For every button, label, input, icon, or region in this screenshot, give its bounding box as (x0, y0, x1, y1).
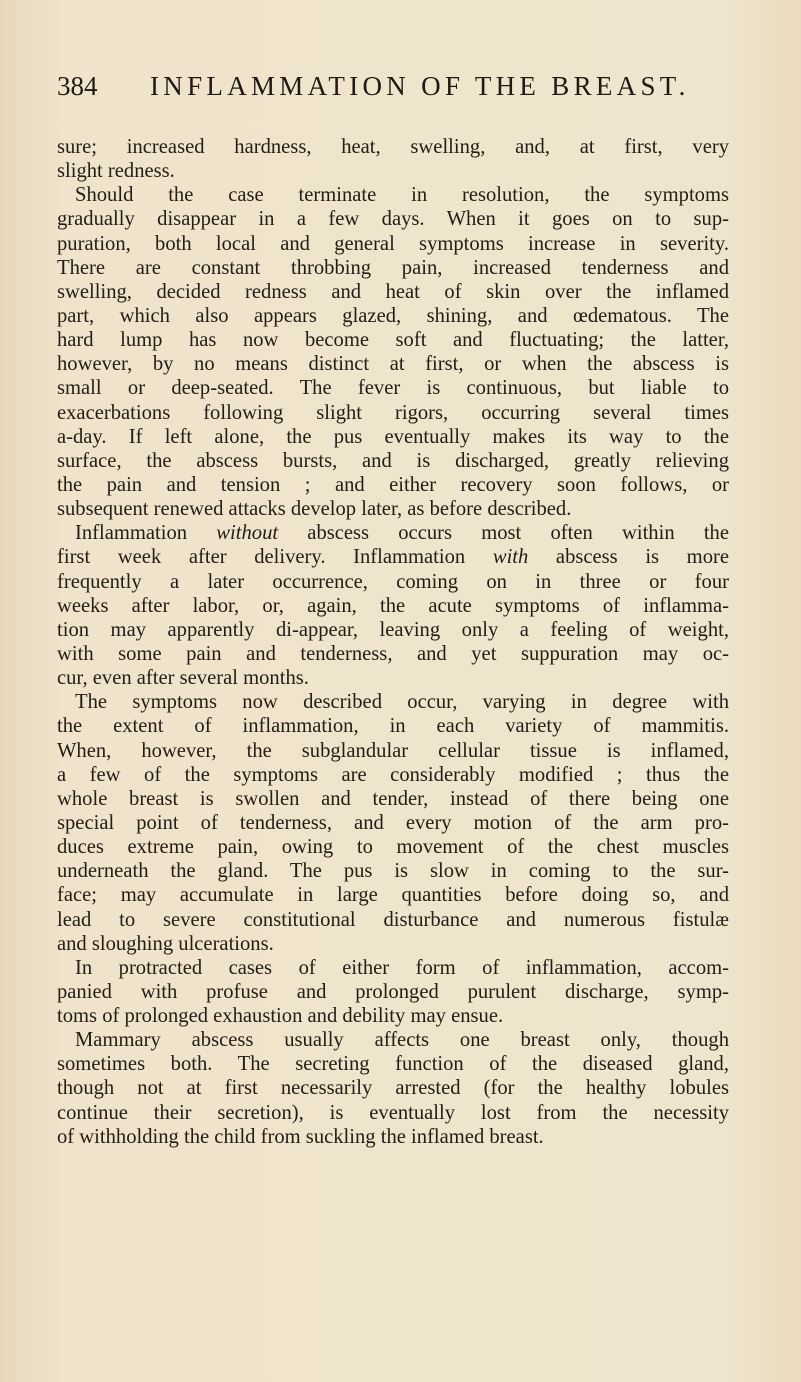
text-line: small or deep-seated. The fever is continuous, but liable to (57, 377, 729, 400)
text-line: Mammary abscess usually affects one breast only, though (75, 1029, 729, 1052)
text-line: subsequent renewed attacks develop later, as before described. (57, 498, 572, 521)
running-title: INFLAMMATION OF THE BREAST. (150, 71, 690, 101)
text-line: the pain and tension ; and either recovery soon follows, or (57, 473, 729, 496)
running-header (57, 71, 690, 111)
text-line: underneath the gland. The pus is slow in coming to the sur- (57, 860, 729, 883)
text-line: a few of the symptoms are considerably modified ; thus the (57, 763, 729, 786)
text-line: sometimes both. The secreting function of the diseased gland, (57, 1053, 729, 1076)
text-line: special point of tenderness, and every motion of the arm pro- (57, 811, 729, 834)
text-line: sure; increased hardness, heat, swelling, and, at first, very (57, 136, 729, 158)
page-number: 384 (57, 71, 98, 101)
emphasis-text: with (492, 546, 529, 569)
text-line: In protracted cases of either form of inflammation, accom- (75, 956, 729, 979)
text-line: the extent of inflammation, in each variety of mammitis. (57, 715, 729, 738)
text-line: continue their secretion), is eventually lost from the necessity (57, 1101, 729, 1124)
text-line: gradually disappear in a few days. When it goes on to sup- (57, 208, 729, 231)
text-line: There are constant throbbing pain, increased tenderness and (57, 256, 729, 279)
text-line: of withholding the child from suckling the inflamed breast. (57, 1125, 544, 1148)
text-line: duces extreme pain, owing to movement of the chest muscles (57, 836, 729, 859)
text-line: first week after delivery. Inflammation with abscess is more (57, 546, 729, 569)
text-line: exacerbations following slight rigors, occurring several times (57, 401, 729, 424)
text-line: lead to severe constitutional disturbance and numerous fistulæ (57, 908, 729, 931)
text-line: swelling, decided redness and heat of skin over the inflamed (57, 280, 729, 303)
text-line: When, however, the subglandular cellular tissue is inflamed, (57, 739, 729, 762)
text-line: panied with profuse and prolonged purulent discharge, symp- (57, 980, 729, 1003)
text-line: a-day. If left alone, the pus eventually makes its way to the (57, 425, 729, 448)
text-line: and sloughing ulcerations. (57, 932, 274, 955)
text-line: though not at first necessarily arrested (for the healthy lobules (57, 1077, 729, 1100)
text-line: however, by no means distinct at first, or when the abscess is (57, 353, 729, 376)
text-line: face; may accumulate in large quantities before doing so, and (57, 884, 729, 907)
text-line: hard lump has now become soft and fluctuating; the latter, (57, 329, 729, 352)
text-line: The symptoms now described occur, varying in degree with (75, 691, 729, 714)
emphasis-text: without (216, 522, 279, 545)
text-line: with some pain and tenderness, and yet suppuration may oc- (57, 642, 729, 665)
text-line: slight redness. (57, 160, 175, 183)
text-line: frequently a later occurrence, coming on in three or four (57, 570, 729, 593)
body-text (57, 135, 729, 1149)
text-line: cur, even after several months. (57, 667, 309, 690)
text-line: Inflammation without abscess occurs most often within the (75, 522, 729, 545)
text-line: part, which also appears glazed, shining, and œdematous. The (57, 304, 729, 327)
text-line: toms of prolonged exhaustion and debility may ensue. (57, 1005, 504, 1028)
text-line: tion may apparently di-appear, leaving only a feeling of weight, (57, 618, 729, 641)
text-line: puration, both local and general symptoms increase in severity. (57, 232, 729, 255)
text-line: surface, the abscess bursts, and is discharged, greatly relieving (57, 449, 729, 472)
text-line: whole breast is swollen and tender, instead of there being one (57, 787, 729, 810)
text-line: Should the case terminate in resolution, the symptoms (75, 184, 729, 207)
text-line: weeks after labor, or, again, the acute symptoms of inflamma- (57, 594, 729, 617)
